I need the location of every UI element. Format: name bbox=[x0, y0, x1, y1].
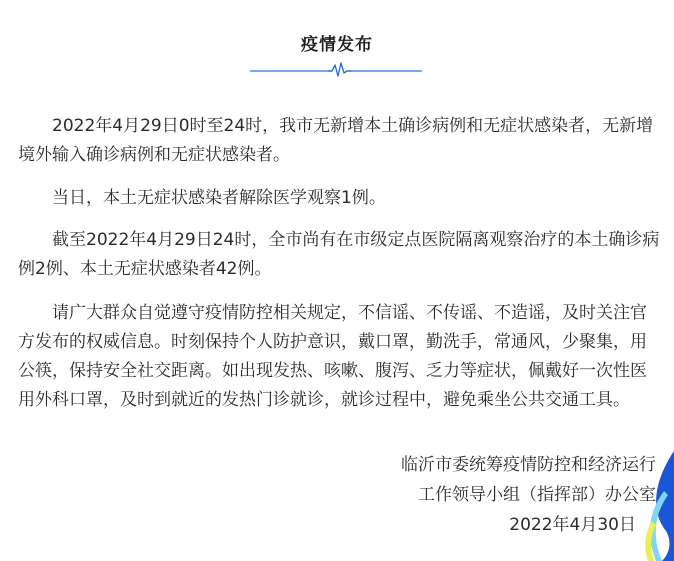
corner-wave-decoration bbox=[614, 451, 674, 561]
signature-org-line2: 工作领导小组（指挥部）办公室 bbox=[418, 485, 656, 505]
paragraph-public-advice: 请广大群众自觉遵守疫情防控相关规定，不信谣、不传谣、不造谣，及时关注官方发布的权威信息。时刻保持个人防护意识，戴口罩，勤洗手，常通风，少聚集，用公筷，保持安全社交距离。如出现发热、咳嗽、腹泻、乏力等症状，佩戴好一次性医用外科口罩，及时到就近的发热门诊就诊，就诊过程中，避免乘坐公共交通工具。 bbox=[18, 303, 647, 410]
heartbeat-divider bbox=[250, 60, 422, 80]
paragraph-released: 当日，本土无症状感染者解除医学观察1例。 bbox=[52, 188, 386, 208]
signature-org-line1: 临沂市委统筹疫情防控和经济运行 bbox=[401, 455, 656, 475]
signature-date: 2022年4月30日 bbox=[509, 515, 636, 535]
paragraph-daily-report: 2022年4月29日0时至24时，我市无新增本土确诊病例和无症状感染者，无新增境外输入确诊病例和无症状感染者。 bbox=[18, 116, 654, 165]
paragraph-current-cases: 截至2022年4月29日24时，全市尚有在市级定点医院隔离观察治疗的本土确诊病例2例、本土无症状感染者42例。 bbox=[18, 230, 660, 279]
page-title: 疫情发布 bbox=[301, 35, 373, 55]
